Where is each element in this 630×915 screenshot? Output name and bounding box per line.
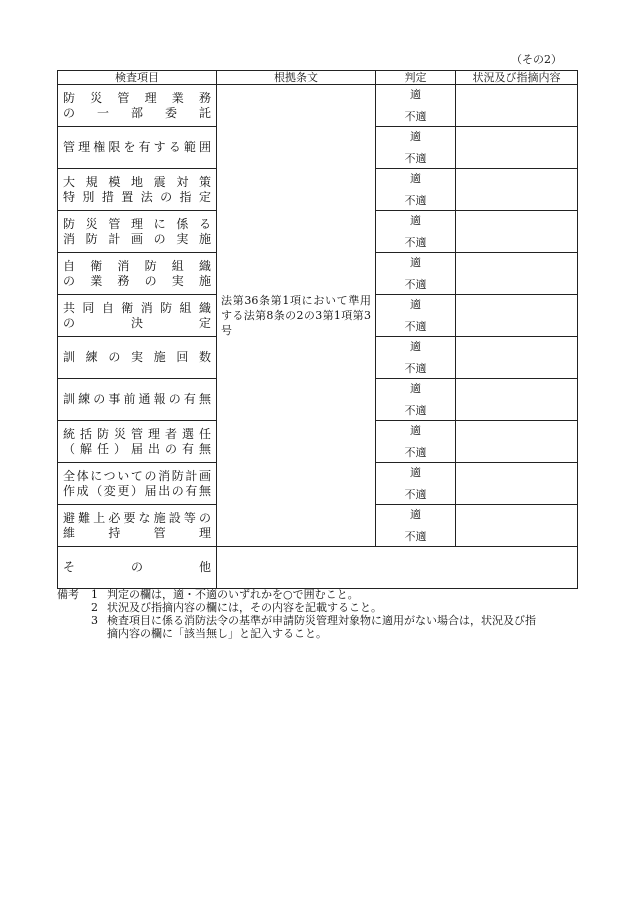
inspection-item (58, 463, 217, 505)
inspection-item-line: 維持管理 (63, 525, 211, 540)
remarks-text: 状況及び指摘内容の欄には，その内容を記載すること。 (107, 601, 382, 614)
inspection-item-line: 訓練の実施回数 (63, 350, 211, 364)
inspection-table (57, 70, 578, 589)
header-judgment: 判定 (376, 71, 456, 85)
judgment-ok-option[interactable]: 適 (410, 466, 421, 479)
inspection-item (58, 295, 217, 337)
judgment-ok-option[interactable]: 適 (410, 382, 421, 395)
inspection-item (58, 85, 217, 127)
judgment-ng-option[interactable]: 不適 (404, 362, 427, 375)
judgment-cell[interactable] (376, 295, 456, 337)
inspection-item (58, 127, 217, 169)
inspection-item-line: 消防計画の実施 (63, 231, 211, 246)
judgment-ng-option[interactable]: 不適 (404, 446, 427, 459)
status-cell[interactable] (456, 463, 578, 505)
inspection-item-line: の決定 (63, 315, 211, 330)
inspection-item-line: 統括防災管理者選任 (63, 426, 211, 441)
judgment-cell[interactable] (376, 505, 456, 547)
judgment-ok-option[interactable]: 適 (410, 172, 421, 185)
table-row (58, 85, 578, 127)
remarks-text: 検査項目に係る消防法令の基準が申請防災管理対象物に適用がない場合は，状況及び指 (107, 614, 536, 627)
judgment-cell[interactable] (376, 379, 456, 421)
remarks-label: 備考 (57, 588, 79, 601)
judgment-cell[interactable] (376, 253, 456, 295)
remarks-item-3 (57, 614, 577, 627)
remarks-text: 判定の欄は，適・不適のいずれかを○で囲むこと。 (107, 588, 359, 601)
remarks (57, 588, 577, 640)
judgment-cell[interactable] (376, 127, 456, 169)
legal-basis-text: 法第36条第1項において準用する法第8条の2の3第1項第3号 (221, 294, 371, 337)
status-cell[interactable] (456, 211, 578, 253)
inspection-item (58, 505, 217, 547)
judgment-ok-option[interactable]: 適 (410, 256, 421, 269)
judgment-ng-option[interactable]: 不適 (404, 530, 427, 543)
judgment-ng-option[interactable]: 不適 (404, 488, 427, 501)
inspection-item (58, 421, 217, 463)
inspection-item (58, 379, 217, 421)
judgment-ok-option[interactable]: 適 (410, 88, 421, 101)
inspection-item-line: 共同自衛消防組織 (63, 300, 211, 315)
status-cell[interactable] (456, 295, 578, 337)
inspection-item-line: の業務の実施 (63, 273, 211, 288)
inspection-item-line: 大規模地震対策 (63, 174, 211, 189)
judgment-ok-option[interactable]: 適 (410, 130, 421, 143)
status-cell[interactable] (456, 505, 578, 547)
status-cell[interactable] (456, 85, 578, 127)
judgment-cell[interactable] (376, 421, 456, 463)
other-content-cell[interactable] (217, 547, 578, 589)
page-number: （その2） (511, 53, 562, 66)
judgment-ok-option[interactable]: 適 (410, 214, 421, 227)
inspection-item-line: 防災管理に係る (63, 216, 211, 231)
judgment-ok-option[interactable]: 適 (410, 298, 421, 311)
judgment-cell[interactable] (376, 463, 456, 505)
inspection-item-line: 管理権限を有する範囲 (63, 140, 211, 154)
inspection-item-line: 作成（変更）届出の有無 (63, 483, 211, 498)
inspection-item-line: 訓練の事前通報の有無 (63, 392, 211, 406)
inspection-item-line: 全体についての消防計画 (63, 468, 211, 483)
judgment-ng-option[interactable]: 不適 (404, 320, 427, 333)
remarks-item-2 (57, 601, 577, 614)
judgment-ng-option[interactable]: 不適 (404, 404, 427, 417)
judgment-cell[interactable] (376, 211, 456, 253)
remarks-item-3-continued: 摘内容の欄に「該当無し」と記入すること。 (107, 627, 327, 640)
inspection-item-line: 防災管理業務 (63, 90, 211, 105)
judgment-cell[interactable] (376, 85, 456, 127)
status-cell[interactable] (456, 253, 578, 295)
header-basis: 根拠条文 (217, 71, 376, 85)
judgment-ok-option[interactable]: 適 (410, 424, 421, 437)
inspection-item-line: 自衛消防組織 (63, 258, 211, 273)
judgment-ng-option[interactable]: 不適 (404, 152, 427, 165)
remarks-num: 3 (91, 614, 98, 627)
judgment-ng-option[interactable]: 不適 (404, 278, 427, 291)
inspection-item-line: 避難上必要な施設等の (63, 510, 211, 525)
inspection-item (58, 211, 217, 253)
inspection-item-other (58, 547, 217, 589)
inspection-item-line: （解任）届出の有無 (63, 441, 211, 456)
remarks-num: 1 (91, 588, 98, 601)
inspection-item-line: 特別措置法の指定 (63, 189, 211, 204)
status-cell[interactable] (456, 379, 578, 421)
table-header-row (58, 71, 578, 85)
inspection-item-line: の一部委託 (63, 105, 211, 120)
table-row-other (58, 547, 578, 589)
judgment-ok-option[interactable]: 適 (410, 508, 421, 521)
judgment-ok-option[interactable]: 適 (410, 340, 421, 353)
inspection-item (58, 253, 217, 295)
status-cell[interactable] (456, 421, 578, 463)
judgment-cell[interactable] (376, 169, 456, 211)
status-cell[interactable] (456, 127, 578, 169)
status-cell[interactable] (456, 169, 578, 211)
legal-basis-cell (217, 85, 376, 547)
remarks-item-1 (57, 588, 577, 601)
status-cell[interactable] (456, 337, 578, 379)
judgment-ng-option[interactable]: 不適 (404, 236, 427, 249)
inspection-item (58, 337, 217, 379)
inspection-item (58, 169, 217, 211)
judgment-cell[interactable] (376, 337, 456, 379)
judgment-ng-option[interactable]: 不適 (404, 110, 427, 123)
inspection-item-line: その他 (63, 560, 211, 574)
header-item: 検査項目 (58, 71, 217, 85)
header-status: 状況及び指摘内容 (456, 71, 578, 85)
remarks-num: 2 (91, 601, 98, 614)
judgment-ng-option[interactable]: 不適 (404, 194, 427, 207)
